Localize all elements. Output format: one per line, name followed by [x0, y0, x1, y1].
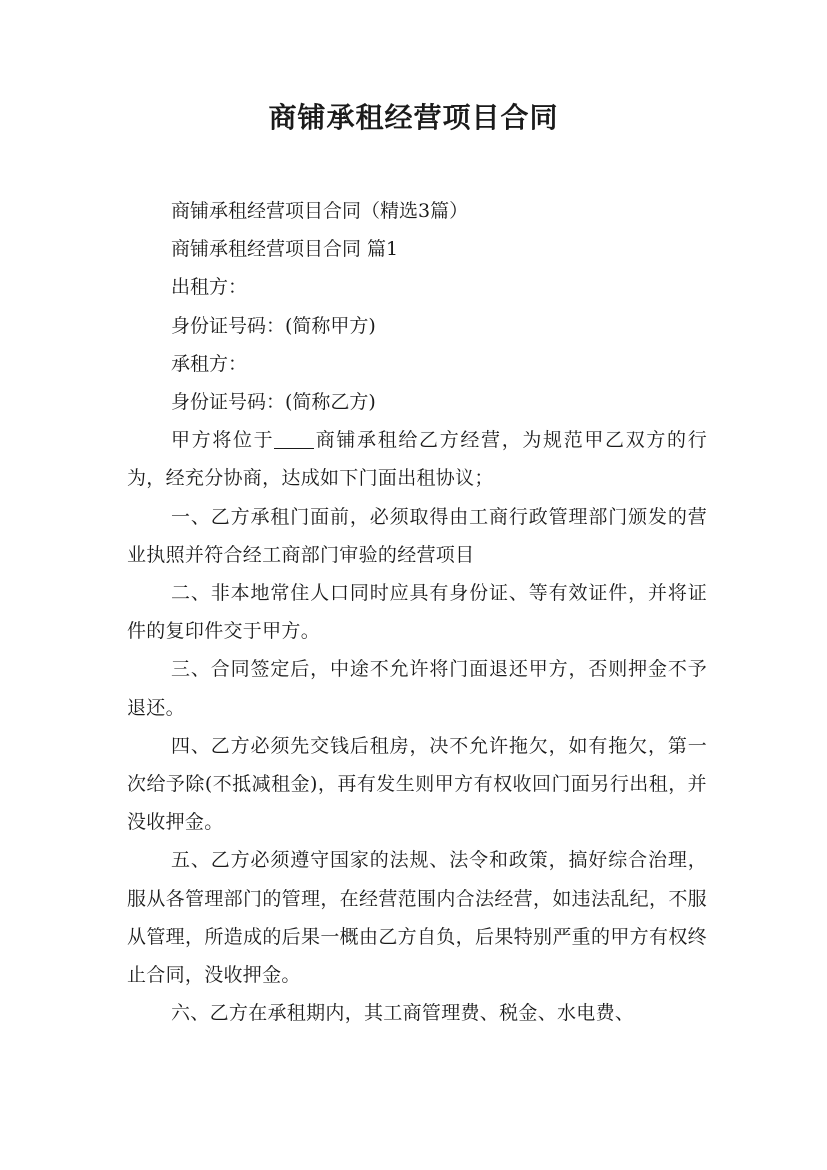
clause-3: 三、合同签定后，中途不允许将门面退还甲方，否则押金不予退还。: [127, 658, 707, 719]
document-body: [127, 192, 707, 1032]
clause-2: 二、非本地常住人口同时应具有身份证、等有效证件，并将证件的复印件交于甲方。: [127, 582, 707, 643]
location-blank: [274, 429, 314, 449]
clause-4: 四、乙方必须先交钱后租房，决不允许拖欠，如有拖欠，第一次给予除(不抵减租金)，再有发生则甲方有权收回门面另行出租，并没收押金。: [127, 734, 707, 834]
document-subtitle: 商铺承租经营项目合同（精选3篇）: [171, 200, 469, 222]
lessor-id-label: 身份证号码：(简称甲方): [171, 314, 376, 337]
clause-6: 六、乙方在承租期内，其工商管理费、税金、水电费、: [171, 1002, 635, 1025]
intro-text-before: 甲方将位于: [171, 429, 275, 452]
lessee-label: 承租方：: [171, 352, 248, 375]
intro-paragraph: [127, 421, 707, 497]
document-title: 商铺承租经营项目合同: [268, 101, 559, 134]
section-heading: 商铺承租经营项目合同 篇1: [171, 238, 399, 261]
intro-text-after: 商铺承租给乙方经营，为规范甲乙双方的行为，经充分协商，达成如下门面出租协议；: [127, 429, 707, 490]
lessee-id-label: 身份证号码：(简称乙方): [171, 391, 376, 414]
clause-1: 一、乙方承租门面前，必须取得由工商行政管理部门颁发的营业执照并符合经工商部门审验的经营项目: [127, 505, 707, 566]
lessor-label: 出租方：: [171, 276, 248, 299]
clause-5: 五、乙方必须遵守国家的法规、法令和政策，搞好综合治理，服从各管理部门的管理，在经营范围内合法经营，如违法乱纪，不服从管理，所造成的后果一概由乙方自负，后果特别严重的甲方有权终止合同，没收押金。: [127, 849, 707, 987]
